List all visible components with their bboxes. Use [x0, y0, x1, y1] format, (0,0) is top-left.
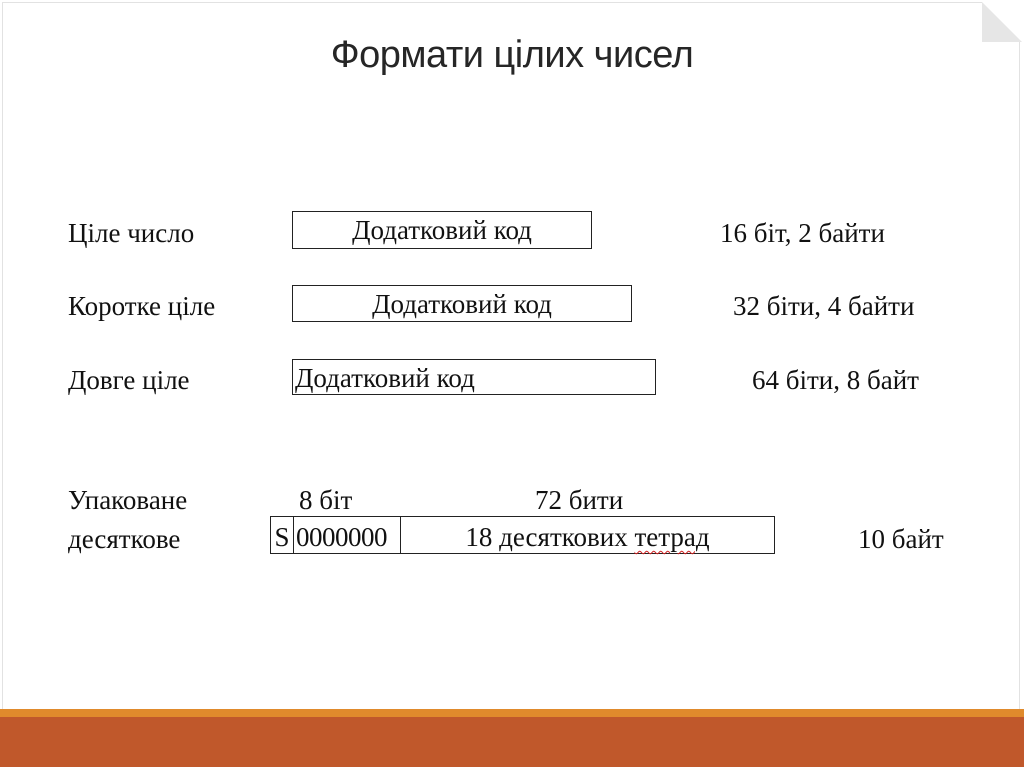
tetrads-text: [401, 517, 774, 552]
packed-label-line1: Упаковане: [68, 485, 188, 515]
row-size-long-integer: 64 біти, 8 байт: [752, 365, 919, 395]
sign-text: S: [274, 522, 290, 552]
format-box-short-integer: [292, 285, 632, 322]
format-box-text: Додатковий код: [372, 289, 552, 319]
header-8-bit: 8 біт: [299, 485, 353, 515]
format-box-text: Додатковий код: [295, 363, 475, 393]
slide-title: Формати цілих чисел: [330, 34, 694, 76]
packed-size: 10 байт: [858, 524, 944, 554]
zeros-text: 0000000: [296, 522, 387, 552]
footer-accent-line: [0, 709, 1024, 717]
tetrads-word: тетрад: [634, 522, 710, 552]
sign-cell: [270, 516, 294, 554]
format-box-long-integer: [292, 359, 656, 395]
footer-accent-bar: [0, 717, 1024, 767]
tetrads-prefix: 18 десяткових: [465, 522, 635, 552]
format-box-text: Додатковий код: [352, 215, 532, 245]
zeros-cell: [293, 516, 401, 554]
header-72-bit: 72 бити: [535, 485, 624, 515]
row-size-short-integer: 32 біти, 4 байти: [733, 291, 915, 321]
row-label-integer: Ціле число: [68, 218, 195, 248]
tetrads-cell: [400, 516, 775, 554]
row-label-short-integer: Коротке ціле: [68, 291, 216, 321]
row-label-long-integer: Довге ціле: [68, 365, 190, 395]
packed-label-line2: десяткове: [68, 524, 181, 554]
format-box-integer: [292, 211, 592, 249]
row-size-integer: 16 біт, 2 байти: [720, 218, 885, 248]
